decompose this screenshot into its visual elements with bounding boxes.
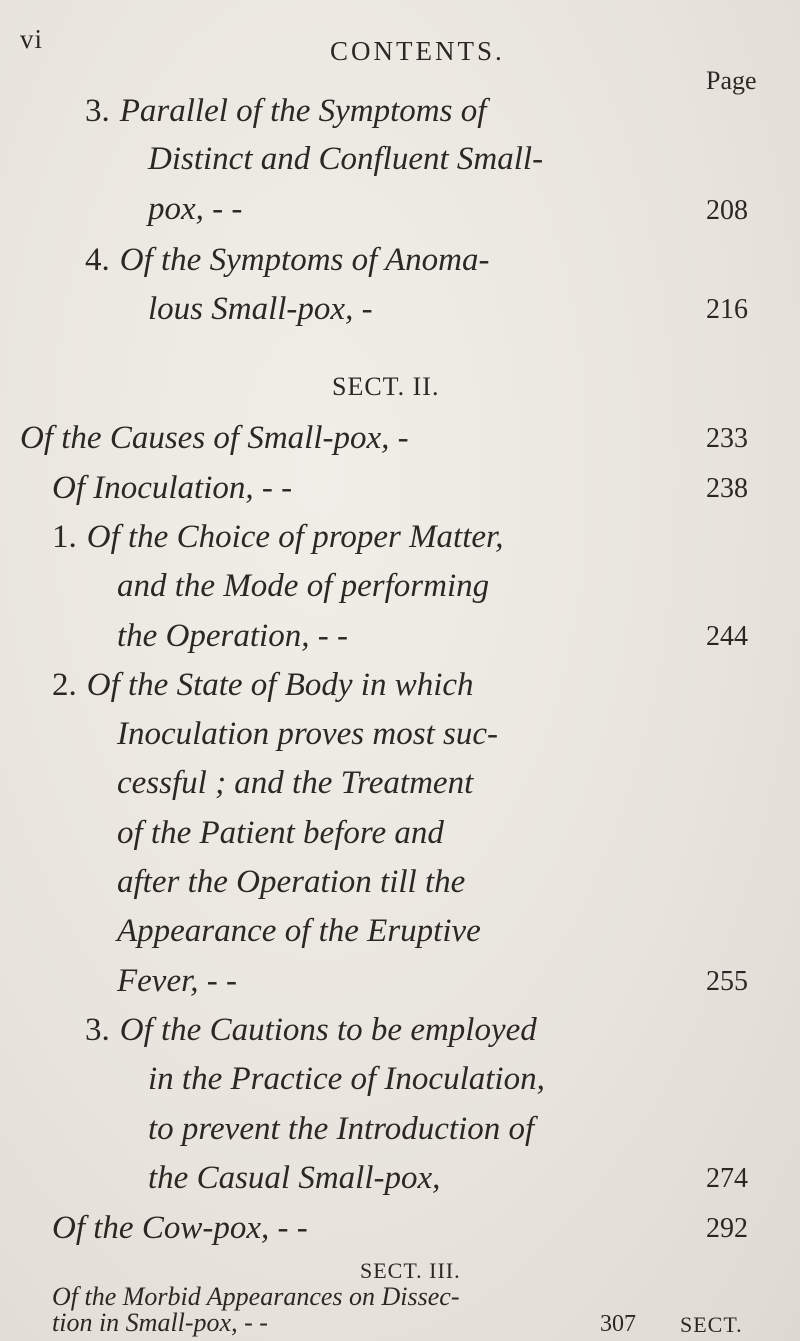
toc-entry-line: Fever, - - (117, 963, 238, 999)
toc-entry-line: the Casual Small-pox, (148, 1160, 441, 1196)
toc-entry-line: and the Mode of performing (117, 568, 490, 604)
page-number: 208 (706, 195, 748, 226)
toc-entry-line: to prevent the Introduction of (148, 1111, 535, 1147)
toc-entry-line: lous Small-pox, - (148, 291, 373, 327)
page-number: 255 (706, 966, 748, 997)
toc-entry-line: of the Patient before and (117, 815, 444, 851)
toc-entry-line: Of the Morbid Appearances on Dissec- (52, 1282, 460, 1311)
toc-entry-line: Of the Cow-pox, - - (52, 1210, 308, 1246)
toc-entry-line: 1. Of the Choice of proper Matter, (52, 519, 504, 555)
page-number: 244 (706, 621, 748, 652)
page-folio: vi (20, 24, 44, 54)
page-number: 233 (706, 423, 748, 454)
toc-entry-line: 4. Of the Symptoms of Anoma- (85, 242, 490, 278)
toc-entry-line: 3. Of the Cautions to be employed (85, 1012, 537, 1048)
page-number: 216 (706, 294, 748, 325)
page-column-label: Page (706, 66, 757, 95)
toc-entry-line: 2. Of the State of Body in which (52, 667, 474, 703)
toc-entry-line: Of the Causes of Small-pox, - (20, 420, 409, 456)
running-header: CONTENTS. (330, 36, 505, 66)
toc-entry-line: Appearance of the Eruptive (117, 913, 481, 949)
toc-entry-line: pox, - - (148, 191, 243, 227)
page-number: 292 (706, 1213, 748, 1244)
toc-entry-line: in the Practice of Inoculation, (148, 1061, 545, 1097)
section-heading: SECT. III. (360, 1258, 461, 1283)
toc-entry-line: after the Operation till the (117, 864, 466, 900)
toc-entry-line: Inoculation proves most suc- (117, 716, 498, 752)
toc-entry-line: the Operation, - - (117, 618, 348, 654)
page-number: 274 (706, 1163, 748, 1194)
page-number: 238 (706, 473, 748, 504)
toc-entry-line: tion in Small-pox, - - (52, 1308, 268, 1337)
page-number: 307 (600, 1311, 636, 1337)
toc-entry-line: Distinct and Confluent Small- (148, 141, 544, 177)
toc-entry-line: cessful ; and the Treatment (117, 765, 474, 801)
toc-entry-line: 3. Parallel of the Symptoms of (85, 93, 487, 129)
toc-entry-line: Of Inoculation, - - (52, 470, 293, 506)
section-heading: SECT. II. (332, 372, 440, 401)
catchword: SECT. (680, 1312, 743, 1337)
